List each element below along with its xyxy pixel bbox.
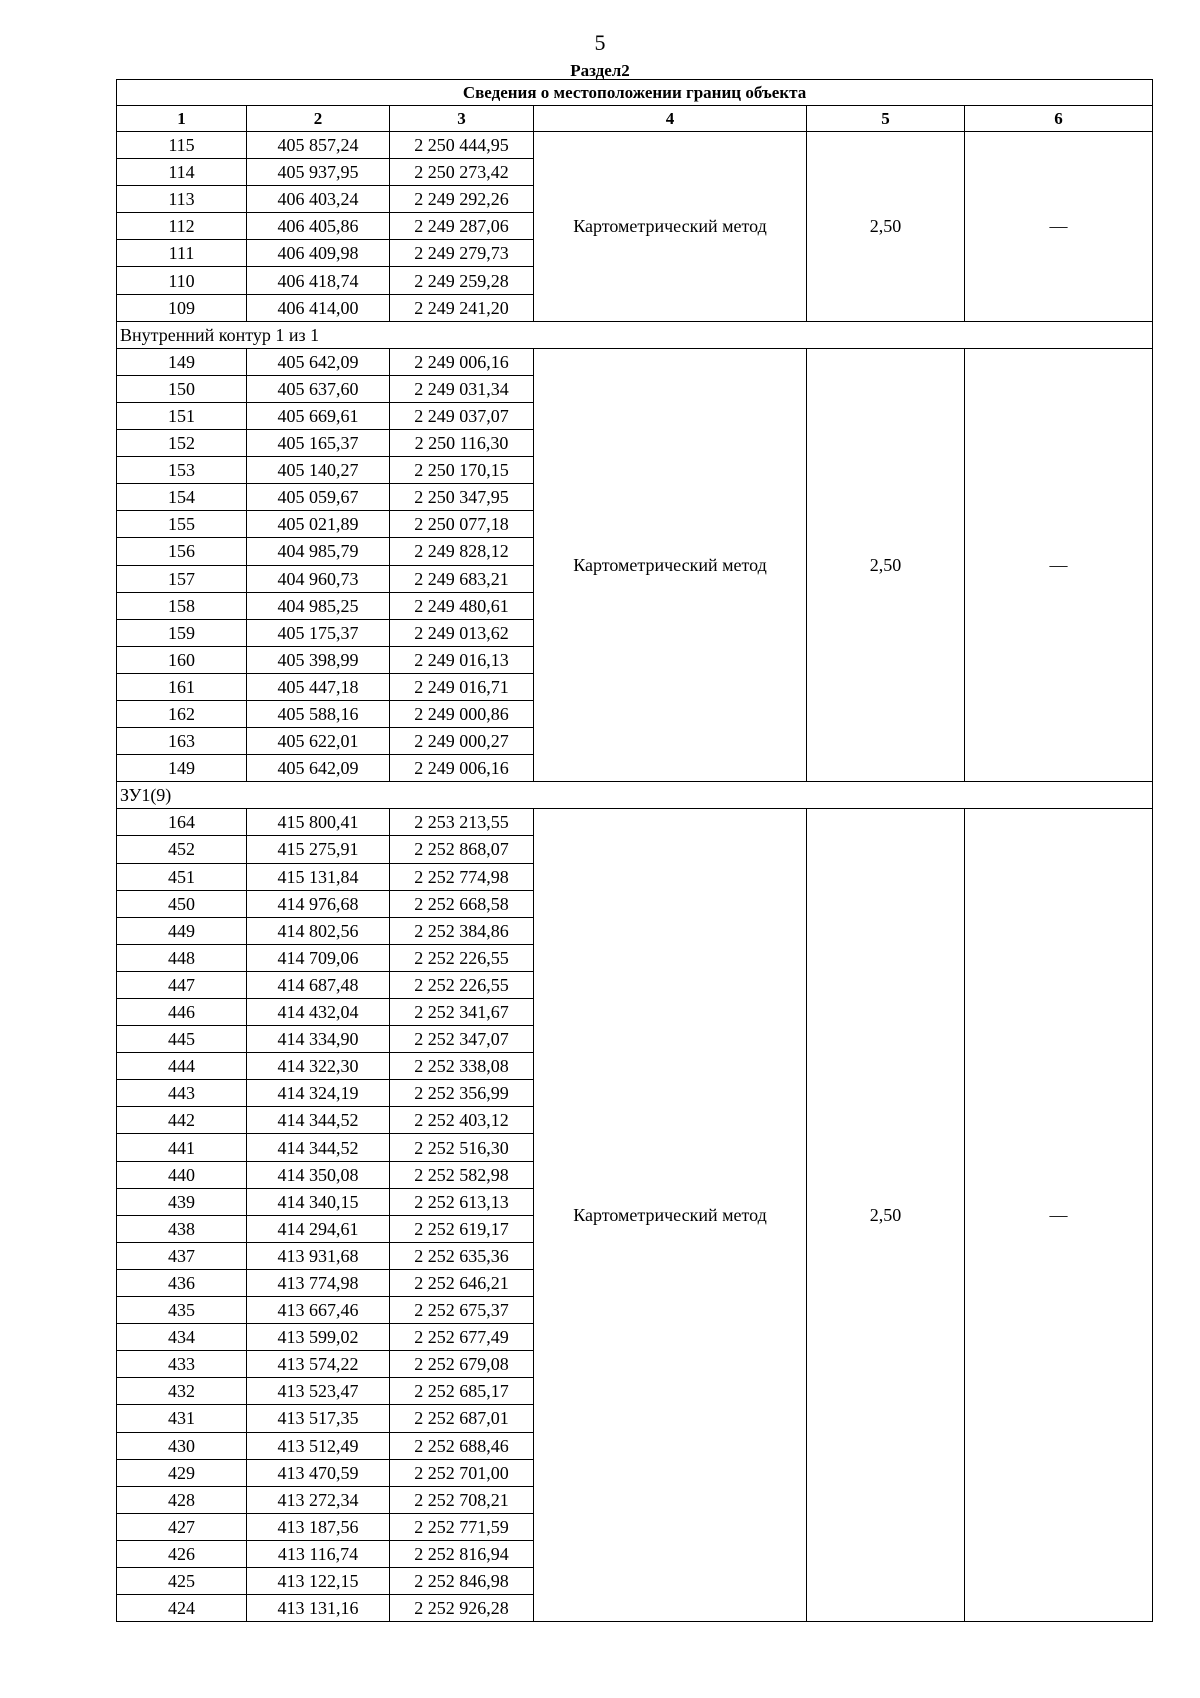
y-coordinate-cell: 2 252 635,36 xyxy=(390,1242,534,1269)
x-coordinate-cell: 404 985,25 xyxy=(247,592,390,619)
y-coordinate-cell: 2 249 000,27 xyxy=(390,728,534,755)
x-coordinate-cell: 413 774,98 xyxy=(247,1269,390,1296)
point-number-cell: 150 xyxy=(117,375,247,402)
y-coordinate-cell: 2 249 000,86 xyxy=(390,700,534,727)
x-coordinate-cell: 405 642,09 xyxy=(247,755,390,782)
y-coordinate-cell: 2 249 016,13 xyxy=(390,646,534,673)
y-coordinate-cell: 2 252 347,07 xyxy=(390,1026,534,1053)
point-number-cell: 433 xyxy=(117,1351,247,1378)
y-coordinate-cell: 2 252 868,07 xyxy=(390,836,534,863)
point-number-cell: 149 xyxy=(117,755,247,782)
x-coordinate-cell: 405 140,27 xyxy=(247,457,390,484)
y-coordinate-cell: 2 252 679,08 xyxy=(390,1351,534,1378)
point-number-cell: 442 xyxy=(117,1107,247,1134)
point-number-cell: 153 xyxy=(117,457,247,484)
x-coordinate-cell: 405 937,95 xyxy=(247,159,390,186)
x-coordinate-cell: 413 574,22 xyxy=(247,1351,390,1378)
y-coordinate-cell: 2 252 701,00 xyxy=(390,1459,534,1486)
point-number-cell: 151 xyxy=(117,402,247,429)
x-coordinate-cell: 406 418,74 xyxy=(247,267,390,294)
accuracy-cell: 2,50 xyxy=(807,348,965,782)
x-coordinate-cell: 405 059,67 xyxy=(247,484,390,511)
x-coordinate-cell: 414 322,30 xyxy=(247,1053,390,1080)
point-number-cell: 111 xyxy=(117,240,247,267)
point-number-cell: 445 xyxy=(117,1026,247,1053)
x-coordinate-cell: 405 622,01 xyxy=(247,728,390,755)
x-coordinate-cell: 415 800,41 xyxy=(247,809,390,836)
x-coordinate-cell: 413 667,46 xyxy=(247,1297,390,1324)
y-coordinate-cell: 2 252 226,55 xyxy=(390,944,534,971)
x-coordinate-cell: 405 857,24 xyxy=(247,132,390,159)
y-coordinate-cell: 2 250 116,30 xyxy=(390,430,534,457)
table-title-row xyxy=(117,80,1153,106)
table-title: Сведения о местоположении границ объекта xyxy=(117,80,1153,106)
point-number-cell: 444 xyxy=(117,1053,247,1080)
y-coordinate-cell: 2 252 356,99 xyxy=(390,1080,534,1107)
y-coordinate-cell: 2 250 444,95 xyxy=(390,132,534,159)
x-coordinate-cell: 404 960,73 xyxy=(247,565,390,592)
x-coordinate-cell: 414 344,52 xyxy=(247,1107,390,1134)
y-coordinate-cell: 2 252 771,59 xyxy=(390,1513,534,1540)
point-number-cell: 432 xyxy=(117,1378,247,1405)
point-number-cell: 158 xyxy=(117,592,247,619)
section-label: Раздел2 xyxy=(570,61,630,80)
x-coordinate-cell: 413 116,74 xyxy=(247,1540,390,1567)
point-number-cell: 164 xyxy=(117,809,247,836)
point-number-cell: 429 xyxy=(117,1459,247,1486)
point-number-cell: 436 xyxy=(117,1269,247,1296)
x-coordinate-cell: 406 409,98 xyxy=(247,240,390,267)
point-number-cell: 156 xyxy=(117,538,247,565)
column-header-2: 2 xyxy=(247,106,390,132)
x-coordinate-cell: 414 802,56 xyxy=(247,917,390,944)
y-coordinate-cell: 2 249 287,06 xyxy=(390,213,534,240)
y-coordinate-cell: 2 252 384,86 xyxy=(390,917,534,944)
x-coordinate-cell: 415 131,84 xyxy=(247,863,390,890)
y-coordinate-cell: 2 252 688,46 xyxy=(390,1432,534,1459)
point-number-cell: 427 xyxy=(117,1513,247,1540)
table-body xyxy=(117,80,1153,1622)
y-coordinate-cell: 2 252 677,49 xyxy=(390,1324,534,1351)
y-coordinate-cell: 2 252 226,55 xyxy=(390,971,534,998)
point-number-cell: 452 xyxy=(117,836,247,863)
y-coordinate-cell: 2 249 480,61 xyxy=(390,592,534,619)
point-number-cell: 163 xyxy=(117,728,247,755)
point-number-cell: 159 xyxy=(117,619,247,646)
table-row xyxy=(117,348,1153,375)
method-cell: Картометрический метод xyxy=(534,348,807,782)
y-coordinate-cell: 2 252 403,12 xyxy=(390,1107,534,1134)
y-coordinate-cell: 2 252 685,17 xyxy=(390,1378,534,1405)
y-coordinate-cell: 2 252 613,13 xyxy=(390,1188,534,1215)
point-number-cell: 162 xyxy=(117,700,247,727)
y-coordinate-cell: 2 249 031,34 xyxy=(390,375,534,402)
point-number-cell: 443 xyxy=(117,1080,247,1107)
point-number-cell: 115 xyxy=(117,132,247,159)
table-row xyxy=(117,132,1153,159)
y-coordinate-cell: 2 250 347,95 xyxy=(390,484,534,511)
y-coordinate-cell: 2 249 016,71 xyxy=(390,673,534,700)
y-coordinate-cell: 2 249 292,26 xyxy=(390,186,534,213)
section-label-row xyxy=(117,321,1153,348)
method-cell: Картометрический метод xyxy=(534,132,807,322)
point-number-cell: 437 xyxy=(117,1242,247,1269)
point-number-cell: 425 xyxy=(117,1567,247,1594)
x-coordinate-cell: 406 403,24 xyxy=(247,186,390,213)
x-coordinate-cell: 413 470,59 xyxy=(247,1459,390,1486)
point-number-cell: 149 xyxy=(117,348,247,375)
accuracy-cell: 2,50 xyxy=(807,809,965,1622)
note-cell: — xyxy=(965,809,1153,1622)
column-header-5: 5 xyxy=(807,106,965,132)
x-coordinate-cell: 405 165,37 xyxy=(247,430,390,457)
point-number-cell: 448 xyxy=(117,944,247,971)
accuracy-cell: 2,50 xyxy=(807,132,965,322)
method-cell: Картометрический метод xyxy=(534,809,807,1622)
x-coordinate-cell: 405 588,16 xyxy=(247,700,390,727)
point-number-cell: 161 xyxy=(117,673,247,700)
column-header-row xyxy=(117,106,1153,132)
point-number-cell: 155 xyxy=(117,511,247,538)
point-number-cell: 110 xyxy=(117,267,247,294)
x-coordinate-cell: 413 599,02 xyxy=(247,1324,390,1351)
y-coordinate-cell: 2 252 646,21 xyxy=(390,1269,534,1296)
y-coordinate-cell: 2 249 006,16 xyxy=(390,348,534,375)
x-coordinate-cell: 405 398,99 xyxy=(247,646,390,673)
point-number-cell: 428 xyxy=(117,1486,247,1513)
y-coordinate-cell: 2 249 006,16 xyxy=(390,755,534,782)
y-coordinate-cell: 2 252 926,28 xyxy=(390,1595,534,1622)
point-number-cell: 450 xyxy=(117,890,247,917)
point-number-cell: 112 xyxy=(117,213,247,240)
x-coordinate-cell: 413 131,16 xyxy=(247,1595,390,1622)
point-number-cell: 451 xyxy=(117,863,247,890)
y-coordinate-cell: 2 252 774,98 xyxy=(390,863,534,890)
x-coordinate-cell: 414 432,04 xyxy=(247,999,390,1026)
x-coordinate-cell: 414 350,08 xyxy=(247,1161,390,1188)
point-number-cell: 113 xyxy=(117,186,247,213)
x-coordinate-cell: 413 517,35 xyxy=(247,1405,390,1432)
x-coordinate-cell: 414 324,19 xyxy=(247,1080,390,1107)
point-number-cell: 160 xyxy=(117,646,247,673)
x-coordinate-cell: 414 687,48 xyxy=(247,971,390,998)
point-number-cell: 447 xyxy=(117,971,247,998)
y-coordinate-cell: 2 250 273,42 xyxy=(390,159,534,186)
x-coordinate-cell: 413 187,56 xyxy=(247,1513,390,1540)
point-number-cell: 157 xyxy=(117,565,247,592)
point-number-cell: 449 xyxy=(117,917,247,944)
y-coordinate-cell: 2 252 338,08 xyxy=(390,1053,534,1080)
note-cell: — xyxy=(965,132,1153,322)
point-number-cell: 426 xyxy=(117,1540,247,1567)
column-header-6: 6 xyxy=(965,106,1153,132)
y-coordinate-cell: 2 249 037,07 xyxy=(390,402,534,429)
x-coordinate-cell: 405 637,60 xyxy=(247,375,390,402)
x-coordinate-cell: 414 340,15 xyxy=(247,1188,390,1215)
y-coordinate-cell: 2 252 619,17 xyxy=(390,1215,534,1242)
y-coordinate-cell: 2 249 828,12 xyxy=(390,538,534,565)
point-number-cell: 446 xyxy=(117,999,247,1026)
point-number-cell: 441 xyxy=(117,1134,247,1161)
y-coordinate-cell: 2 249 683,21 xyxy=(390,565,534,592)
x-coordinate-cell: 414 344,52 xyxy=(247,1134,390,1161)
y-coordinate-cell: 2 250 170,15 xyxy=(390,457,534,484)
y-coordinate-cell: 2 252 675,37 xyxy=(390,1297,534,1324)
section-label-cell: Внутренний контур 1 из 1 xyxy=(117,321,1153,348)
y-coordinate-cell: 2 249 013,62 xyxy=(390,619,534,646)
y-coordinate-cell: 2 252 846,98 xyxy=(390,1567,534,1594)
x-coordinate-cell: 405 175,37 xyxy=(247,619,390,646)
column-header-1: 1 xyxy=(117,106,247,132)
point-number-cell: 440 xyxy=(117,1161,247,1188)
x-coordinate-cell: 414 294,61 xyxy=(247,1215,390,1242)
point-number-cell: 154 xyxy=(117,484,247,511)
point-number-cell: 152 xyxy=(117,430,247,457)
y-coordinate-cell: 2 252 708,21 xyxy=(390,1486,534,1513)
x-coordinate-cell: 414 709,06 xyxy=(247,944,390,971)
page-number: 5 xyxy=(594,30,606,55)
x-coordinate-cell: 404 985,79 xyxy=(247,538,390,565)
y-coordinate-cell: 2 252 341,67 xyxy=(390,999,534,1026)
y-coordinate-cell: 2 249 259,28 xyxy=(390,267,534,294)
x-coordinate-cell: 413 272,34 xyxy=(247,1486,390,1513)
x-coordinate-cell: 414 976,68 xyxy=(247,890,390,917)
x-coordinate-cell: 413 122,15 xyxy=(247,1567,390,1594)
y-coordinate-cell: 2 252 668,58 xyxy=(390,890,534,917)
x-coordinate-cell: 405 669,61 xyxy=(247,402,390,429)
x-coordinate-cell: 413 931,68 xyxy=(247,1242,390,1269)
note-cell: — xyxy=(965,348,1153,782)
x-coordinate-cell: 405 642,09 xyxy=(247,348,390,375)
point-number-cell: 438 xyxy=(117,1215,247,1242)
x-coordinate-cell: 415 275,91 xyxy=(247,836,390,863)
x-coordinate-cell: 405 447,18 xyxy=(247,673,390,700)
point-number-cell: 434 xyxy=(117,1324,247,1351)
point-number-cell: 114 xyxy=(117,159,247,186)
x-coordinate-cell: 414 334,90 xyxy=(247,1026,390,1053)
column-header-3: 3 xyxy=(390,106,534,132)
section-label-row xyxy=(117,782,1153,809)
y-coordinate-cell: 2 250 077,18 xyxy=(390,511,534,538)
y-coordinate-cell: 2 252 516,30 xyxy=(390,1134,534,1161)
point-number-cell: 431 xyxy=(117,1405,247,1432)
y-coordinate-cell: 2 252 582,98 xyxy=(390,1161,534,1188)
x-coordinate-cell: 406 414,00 xyxy=(247,294,390,321)
point-number-cell: 439 xyxy=(117,1188,247,1215)
y-coordinate-cell: 2 252 816,94 xyxy=(390,1540,534,1567)
y-coordinate-cell: 2 253 213,55 xyxy=(390,809,534,836)
point-number-cell: 435 xyxy=(117,1297,247,1324)
point-number-cell: 424 xyxy=(117,1595,247,1622)
column-header-4: 4 xyxy=(534,106,807,132)
point-number-cell: 109 xyxy=(117,294,247,321)
y-coordinate-cell: 2 252 687,01 xyxy=(390,1405,534,1432)
y-coordinate-cell: 2 249 279,73 xyxy=(390,240,534,267)
y-coordinate-cell: 2 249 241,20 xyxy=(390,294,534,321)
point-number-cell: 430 xyxy=(117,1432,247,1459)
x-coordinate-cell: 413 512,49 xyxy=(247,1432,390,1459)
coordinates-table xyxy=(116,79,1153,1622)
x-coordinate-cell: 405 021,89 xyxy=(247,511,390,538)
x-coordinate-cell: 406 405,86 xyxy=(247,213,390,240)
table-row xyxy=(117,809,1153,836)
x-coordinate-cell: 413 523,47 xyxy=(247,1378,390,1405)
section-label-cell: ЗУ1(9) xyxy=(117,782,1153,809)
